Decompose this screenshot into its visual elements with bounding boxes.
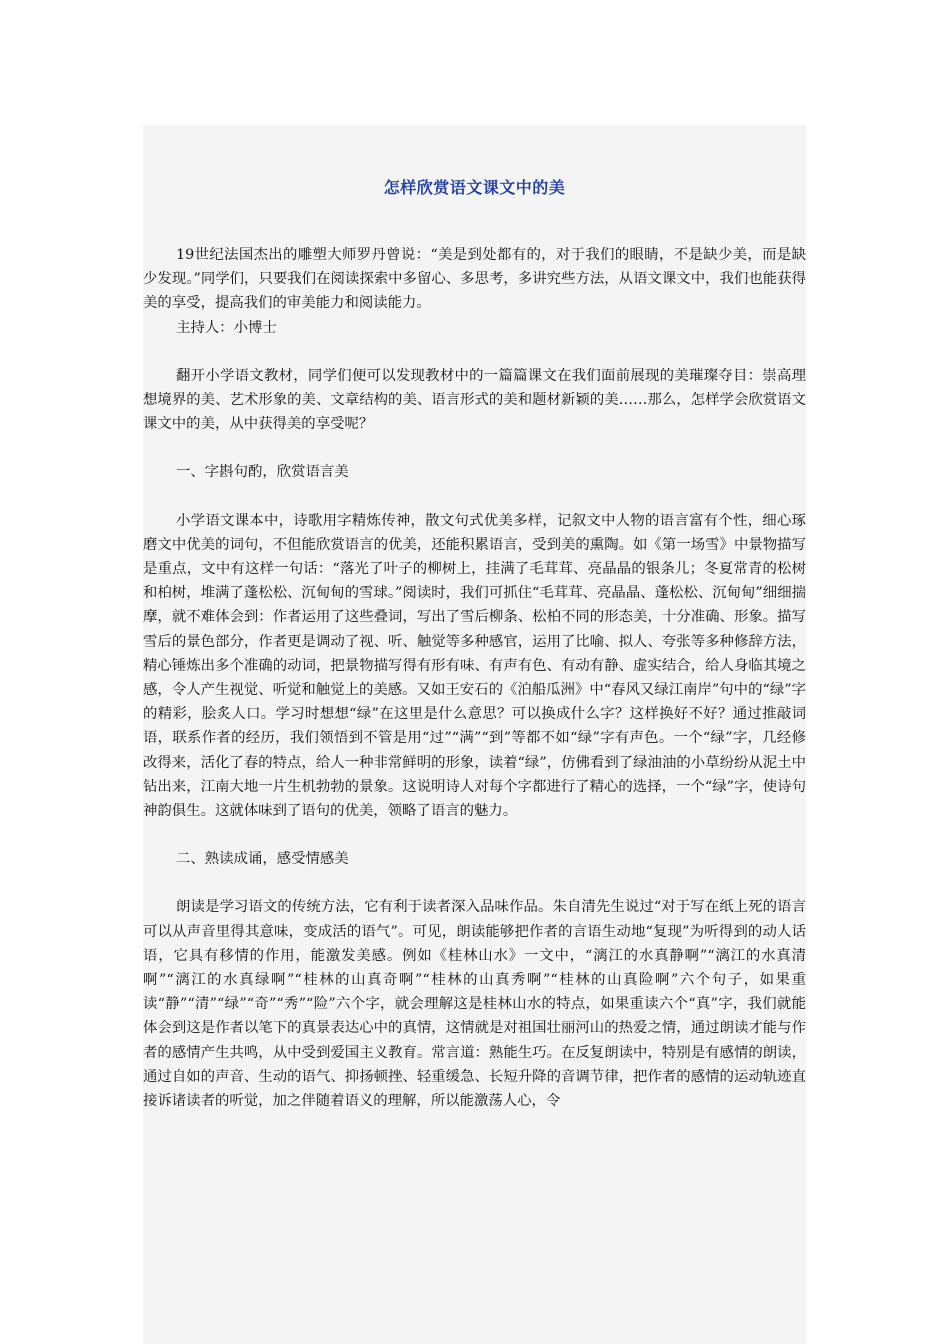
spacer	[143, 871, 806, 895]
spacer	[143, 436, 806, 460]
document-sheet	[143, 125, 806, 1344]
article-body	[143, 243, 806, 1113]
article-title: 怎样欣赏语文课文中的美	[383, 178, 566, 197]
host-line: 主持人：小博士	[176, 319, 277, 336]
section-1-paragraph: 小学语文课本中，诗歌用字精炼传神，散文句式优美多样，记叙文中人物的语言富有个性，细心琢磨文中优美的词句，不但能欣赏语言的优美，还能积累语言，受到美的熏陶。如《第一场雪》中景物描写是重点，文中有这样一句话：“落光了叶子的柳树上，挂满了毛茸茸、亮晶晶的银条儿；冬夏常青的松树和柏树，堆满了蓬松松、沉甸甸的雪球。”阅读时，我们可抓住“毛茸茸、亮晶晶、蓬松松、沉甸甸”细细揣摩，就不难体会到：作者运用了这些叠词，写出了雪后柳条、松柏不同的形态美，十分准确、形象。描写雪后的景色部分，作者更是调动了视、听、触觉等多种感官，运用了比喻、拟人、夸张等多种修辞方法，精心锤炼出多个准确的动词，把景物描写得有形有味、有声有色、有动有静、虚实结合，给人身临其境之感，令人产生视觉、听觉和触觉上的美感。又如王安石的《泊船瓜洲》中“春风又绿江南岸”句中的“绿”字的精彩，脍炙人口。学习时想想“绿”在这里是什么意思？可以换成什么字？这样换好不好？通过推敲词语，联系作者的经历，我们领悟到不管是用“过”“满”“到”等都不如“绿”字有声色。一个“绿”字，几经修改得来，活化了春的特点，给人一种非常鲜明的形象，读着“绿”，仿佛看到了绿油油的小草纷纷从泥土中钻出来，江南大地一片生机勃勃的景象。这说明诗人对每个字都进行了精心的选择，一个“绿”字，使诗句神韵俱生。这就体味到了语句的优美，领略了语言的魅力。	[143, 512, 806, 820]
spacer	[143, 340, 806, 364]
section-2-heading: 二、熟读成诵，感受情感美	[176, 851, 349, 868]
intro-paragraph: 19世纪法国杰出的雕塑大师罗丹曾说：“美是到处都有的，对于我们的眼睛，不是缺少美，而是缺少发现。”同学们，只要我们在阅读探索中多留心、多思考，多讲究些方法，从语文课文中，我们也能获得美的享受，提高我们的审美能力和阅读能力。	[143, 247, 806, 312]
spacer	[143, 823, 806, 847]
section-1-heading: 一、字斟句酌，欣赏语言美	[176, 464, 349, 481]
lead-paragraph: 翻开小学语文教材，同学们便可以发现教材中的一篇篇课文在我们面前展现的美璀璨夺目：崇高理想境界的美、艺术形象的美、文章结构的美、语言形式的美和题材新颖的美……那么，怎样学会欣赏语文课文中的美，从中获得美的享受呢？	[143, 367, 806, 433]
spacer	[143, 485, 806, 509]
section-2-paragraph: 朗读是学习语文的传统方法，它有利于读者深入品味作品。朱自清先生说过“对于写在纸上死的语言可以从声音里得其意味，变成活的语气”。可见，朗读能够把作者的言语生动地“复现”为听得到的动人话语，它具有移情的作用，能激发美感。例如《桂林山水》一文中，“漓江的水真静啊”“漓江的水真清啊”“漓江的水真绿啊”“桂林的山真奇啊”“桂林的山真秀啊”“桂林的山真险啊”六个句子，如果重读“静”“清”“绿”“奇”“秀”“险”六个字，就会理解这是桂林山水的特点，如果重读六个“真”字，我们就能体会到这是作者以笔下的真景表达心中的真情，这情就是对祖国壮丽河山的热爱之情，通过朗读才能与作者的感情产生共鸣，从中受到爱国主义教育。常言道：熟能生巧。在反复朗读中，特别是有感情的朗读，通过自如的声音、生动的语气、抑扬顿挫、轻重缓急、长短升降的音调节律，把作者的感情的运动轨迹直接诉诸读者的听觉，加之伴随着语义的理解，所以能激荡人心，令	[143, 899, 806, 1110]
